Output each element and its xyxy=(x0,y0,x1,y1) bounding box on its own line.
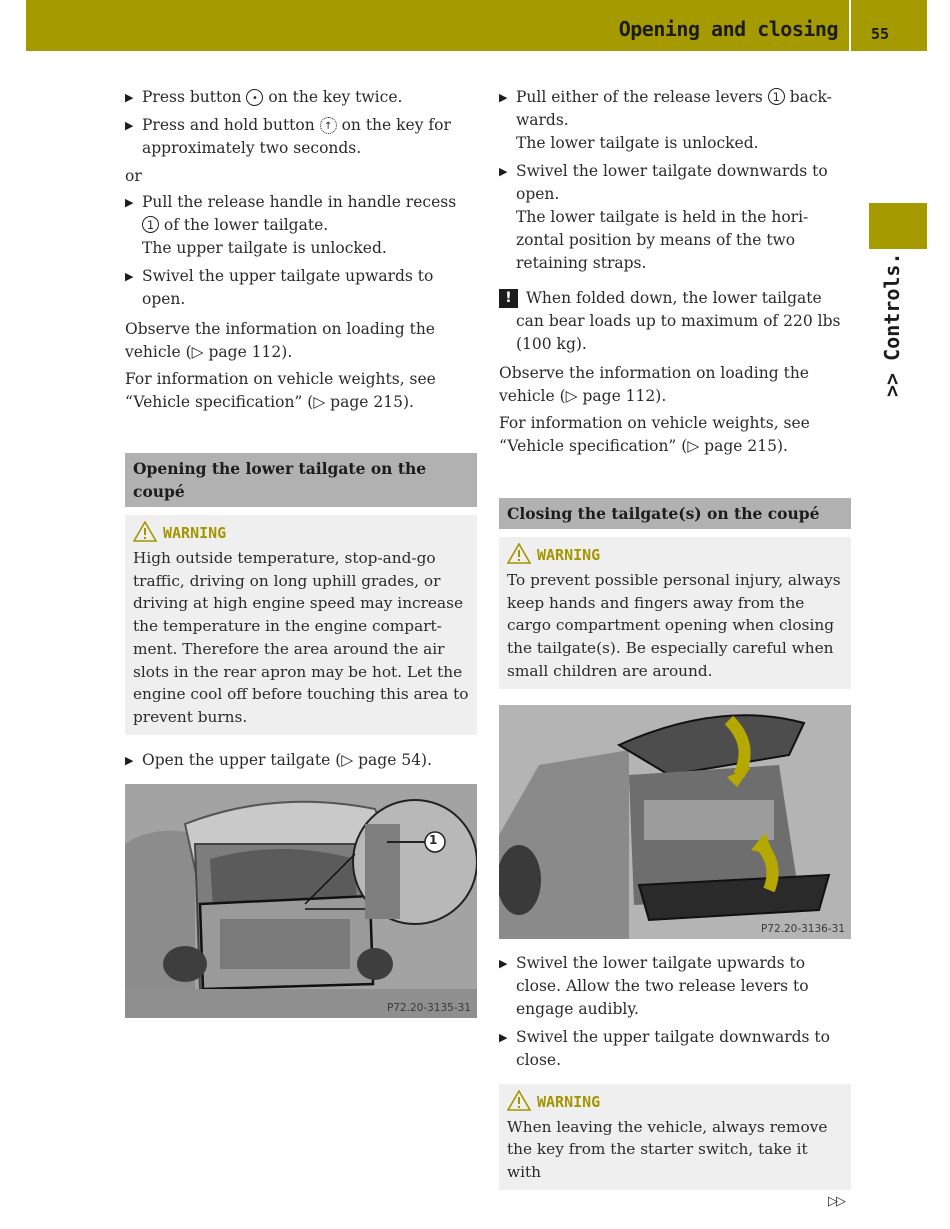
callout-number: 1 xyxy=(768,88,785,105)
page-number: 55 xyxy=(871,25,890,43)
figure-lower-tailgate-release xyxy=(125,784,477,1018)
or-text: or xyxy=(125,167,142,185)
figure-code: P72.20-3136-31 xyxy=(760,922,845,935)
bullet-triangle-icon: ▶ xyxy=(499,165,508,178)
page-title: Opening and closing xyxy=(618,17,838,41)
loading-info: Observe the information on loading the vehicle (▷ page 112). xyxy=(125,320,435,361)
warning-text: When leaving the vehicle, always remove the key from the starter switch, take it with xyxy=(507,1117,828,1181)
step-swivel-upper: ▶ Swivel the upper tailgate upwards to open. xyxy=(125,267,434,308)
loading-info: Observe the information on loading the vehicle (▷ page 112). xyxy=(499,364,809,405)
step-result: The lower tailgate is held in the hori-zontal position by means of the two retaining straps. xyxy=(516,208,809,272)
section-heading-lower-tailgate: Opening the lower tailgate on the coupé xyxy=(125,453,477,507)
step-press-lock: ▶ Press button • on the key twice. xyxy=(125,86,477,109)
figure-callout-number: 1 xyxy=(429,832,438,847)
bullet-triangle-icon: ▶ xyxy=(125,196,134,209)
step-open-upper: ▶ Open the upper tailgate (▷ page 54). xyxy=(125,749,477,772)
key-lock-icon: • xyxy=(246,89,263,106)
callout-number: 1 xyxy=(142,216,159,233)
warning-heading: WARNING xyxy=(133,521,469,545)
warning-heading: WARNING xyxy=(507,543,843,567)
warning-triangle-icon xyxy=(507,1090,531,1111)
bullet-triangle-icon: ▶ xyxy=(499,956,508,970)
continue-arrows-icon: ▷▷ xyxy=(828,1194,844,1209)
key-tailgate-icon: ↑ xyxy=(320,117,337,134)
bullet-triangle-icon: ▶ xyxy=(125,119,134,132)
section-heading-closing: Closing the tailgate(s) on the coupé xyxy=(499,498,851,529)
chapter-label: >> Controls. xyxy=(880,252,904,397)
warning-box xyxy=(125,515,477,735)
exclamation-note-icon: ! xyxy=(499,289,518,308)
step-release-levers: ▶ Pull either of the release levers 1 back-wards. The lower tailgate is unlocked. xyxy=(499,88,832,152)
left-column xyxy=(125,86,477,1018)
note-load-capacity: ! When folded down, the lower tailgate can bear loads up to maximum of 220 lbs (100 kg). xyxy=(499,287,851,356)
warning-triangle-icon xyxy=(507,543,531,564)
figure-code: P72.20-3135-31 xyxy=(386,1001,471,1014)
step-release-handle: ▶ Pull the release handle in handle recess 1 of the lower tailgate. The upper tailgate is unlocked. xyxy=(125,193,457,257)
right-column xyxy=(499,86,851,1190)
header-divider xyxy=(849,0,851,51)
step-press-hold: ▶ Press and hold button ↑ on the key for approximately two seconds. xyxy=(125,116,451,157)
step-result: The lower tailgate is unlocked. xyxy=(516,134,759,152)
car-tailgate-illustration xyxy=(499,705,851,939)
step-swivel-lower-down: ▶ Swivel the lower tailgate downwards to open. The lower tailgate is held in the hori-zontal position by means of the two retaining straps. xyxy=(499,162,828,272)
weights-info: For information on vehicle weights, see “Vehicle specification” (▷ page 215). xyxy=(125,370,436,411)
step-swivel-upper-down: ▶ Swivel the upper tailgate downwards to close. xyxy=(499,1027,830,1069)
chapter-tab xyxy=(869,203,927,249)
bullet-triangle-icon: ▶ xyxy=(125,91,134,104)
bullet-triangle-icon: ▶ xyxy=(125,753,134,767)
bullet-triangle-icon: ▶ xyxy=(125,270,134,283)
car-rear-illustration xyxy=(125,784,477,1018)
bullet-triangle-icon: ▶ xyxy=(499,91,508,104)
step-result: The upper tailgate is unlocked. xyxy=(142,239,387,257)
warning-triangle-icon xyxy=(133,521,157,542)
bullet-triangle-icon: ▶ xyxy=(499,1030,508,1044)
warning-box xyxy=(499,537,851,689)
figure-closing-tailgates xyxy=(499,705,851,939)
warning-text: To prevent possible personal injury, always keep hands and fingers away from the cargo compartment opening when closing the tailgate(s). Be especially careful when small children are around. xyxy=(507,571,841,680)
warning-heading: WARNING xyxy=(507,1090,843,1114)
warning-box-key xyxy=(499,1084,851,1190)
step-swivel-lower-up: ▶ Swivel the lower tailgate upwards to close. Allow the two release levers to engage audibly. xyxy=(499,953,809,1018)
warning-text: High outside temperature, stop-and-go traffic, driving on long uphill grades, or driving at high engine speed may increase the temperature in the engine compart-ment. Therefore the area around the air slots in the rear apron may be hot. Let the engine cool off before touching this area to prevent burns. xyxy=(133,549,469,726)
weights-info: For information on vehicle weights, see “Vehicle specification” (▷ page 215). xyxy=(499,414,810,455)
